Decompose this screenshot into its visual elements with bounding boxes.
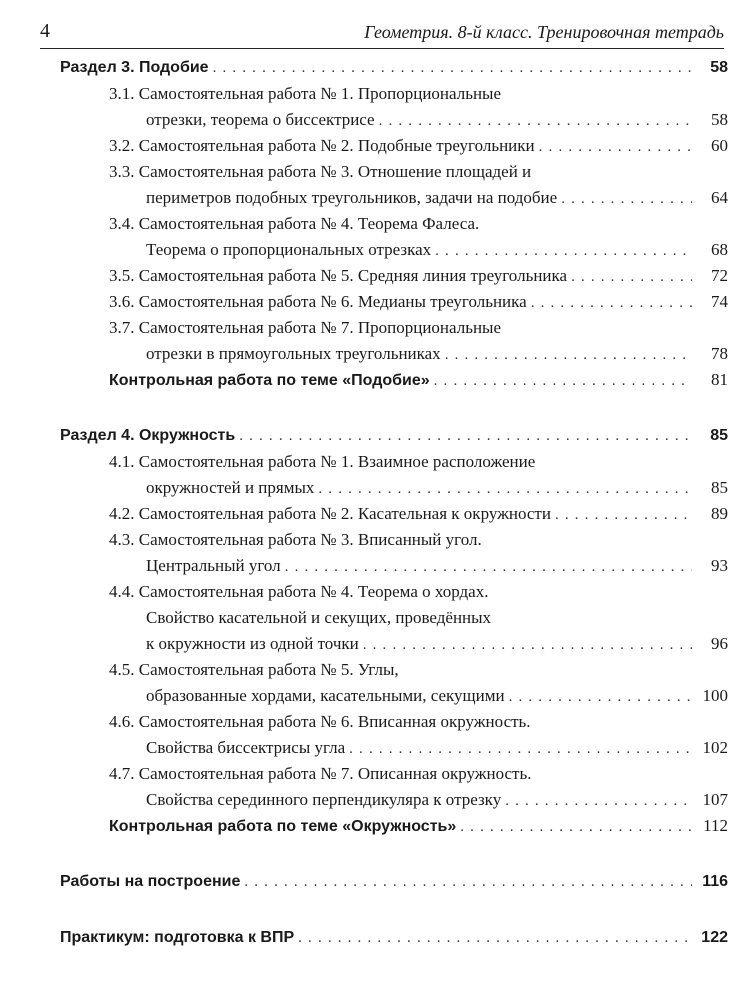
toc-page-number: 64 [711, 188, 728, 207]
toc-item-4-5[interactable]: 4.5. Самостоятельная работа № 5. Углы, образованные хордами, касательными, секущими . . . 100 [60, 657, 728, 709]
toc-page-number: 107 [702, 790, 728, 809]
toc-page-number: 58 [711, 110, 728, 129]
table-of-contents [60, 55, 728, 951]
toc-item-3-1[interactable]: 3.1. Самостоятельная работа № 1. Пропорциональные отрезки, теорема о биссектрисе . . . 58 [60, 81, 728, 133]
toc-item-4-6[interactable]: 4.6. Самостоятельная работа № 6. Вписанная окружность. Свойства биссектрисы угла . . . 102 [60, 709, 728, 761]
toc-page-number: 58 [710, 59, 728, 76]
toc-page-number: 85 [710, 427, 728, 444]
toc-item-4-3[interactable]: 4.3. Самостоятельная работа № 3. Вписанный угол. Центральный угол . . . 93 [60, 527, 728, 579]
toc-page-number: 78 [711, 344, 728, 363]
toc-page-number: 60 [711, 136, 728, 155]
toc-item-3-3[interactable]: 3.3. Самостоятельная работа № 3. Отношение площадей и периметров подобных треугольников, задачи на подобие . . . 64 [60, 159, 728, 211]
page-number: 4 [40, 20, 50, 42]
toc-page-number: 102 [702, 738, 728, 757]
toc-practicum[interactable]: Практикум: подготовка к ВПР . . . 122 [60, 925, 728, 951]
page-header [40, 18, 724, 48]
toc-page-number: 72 [711, 266, 728, 285]
toc-item-4-1[interactable]: 4.1. Самостоятельная работа № 1. Взаимное расположение окружностей и прямых . . . 85 [60, 449, 728, 501]
toc-page-number: 116 [702, 873, 728, 890]
toc-item-3-4[interactable]: 3.4. Самостоятельная работа № 4. Теорема Фалеса. Теорема о пропорциональных отрезках . . . 68 [60, 211, 728, 263]
header-rule [40, 48, 724, 49]
toc-section-4[interactable]: Раздел 4. Окружность . . . 85 [60, 423, 728, 449]
toc-page-number: 112 [703, 816, 728, 835]
toc-control-work-3[interactable]: Контрольная работа по теме «Подобие» . . . 81 [60, 367, 728, 393]
running-title: Геометрия. 8-й класс. Тренировочная тетрадь [364, 22, 724, 42]
toc-page-number: 93 [711, 556, 728, 575]
toc-page-number: 96 [711, 634, 728, 653]
toc-item-3-7[interactable]: 3.7. Самостоятельная работа № 7. Пропорциональные отрезки в прямоугольных треугольниках . . . 78 [60, 315, 728, 367]
toc-page-number: 68 [711, 240, 728, 259]
toc-page-number: 100 [702, 686, 728, 705]
toc-item-4-4[interactable]: 4.4. Самостоятельная работа № 4. Теорема о хордах. Свойство касательной и секущих, проведённых к окружности из одной точки . . . 96 [60, 579, 728, 657]
toc-control-work-4[interactable]: Контрольная работа по теме «Окружность» . . . 112 [60, 813, 728, 839]
toc-page-number: 85 [711, 478, 728, 497]
toc-item-3-5[interactable]: 3.5. Самостоятельная работа № 5. Средняя линия треугольника . . . 72 [60, 263, 728, 289]
toc-section-3[interactable]: Раздел 3. Подобие . . . 58 [60, 55, 728, 81]
toc-item-3-2[interactable]: 3.2. Самостоятельная работа № 2. Подобные треугольники . . . 60 [60, 133, 728, 159]
toc-item-4-2[interactable]: 4.2. Самостоятельная работа № 2. Касательная к окружности . . . 89 [60, 501, 728, 527]
toc-page-number: 122 [701, 929, 728, 946]
toc-item-3-6[interactable]: 3.6. Самостоятельная работа № 6. Медианы треугольника . . . 74 [60, 289, 728, 315]
toc-page-number: 74 [711, 292, 728, 311]
toc-page-number: 81 [711, 370, 728, 389]
toc-item-4-7[interactable]: 4.7. Самостоятельная работа № 7. Описанная окружность. Свойства серединного перпендикуляра к отрезку . . . 107 [60, 761, 728, 813]
toc-page-number: 89 [711, 504, 728, 523]
toc-constructions[interactable]: Работы на построение . . . 116 [60, 869, 728, 895]
